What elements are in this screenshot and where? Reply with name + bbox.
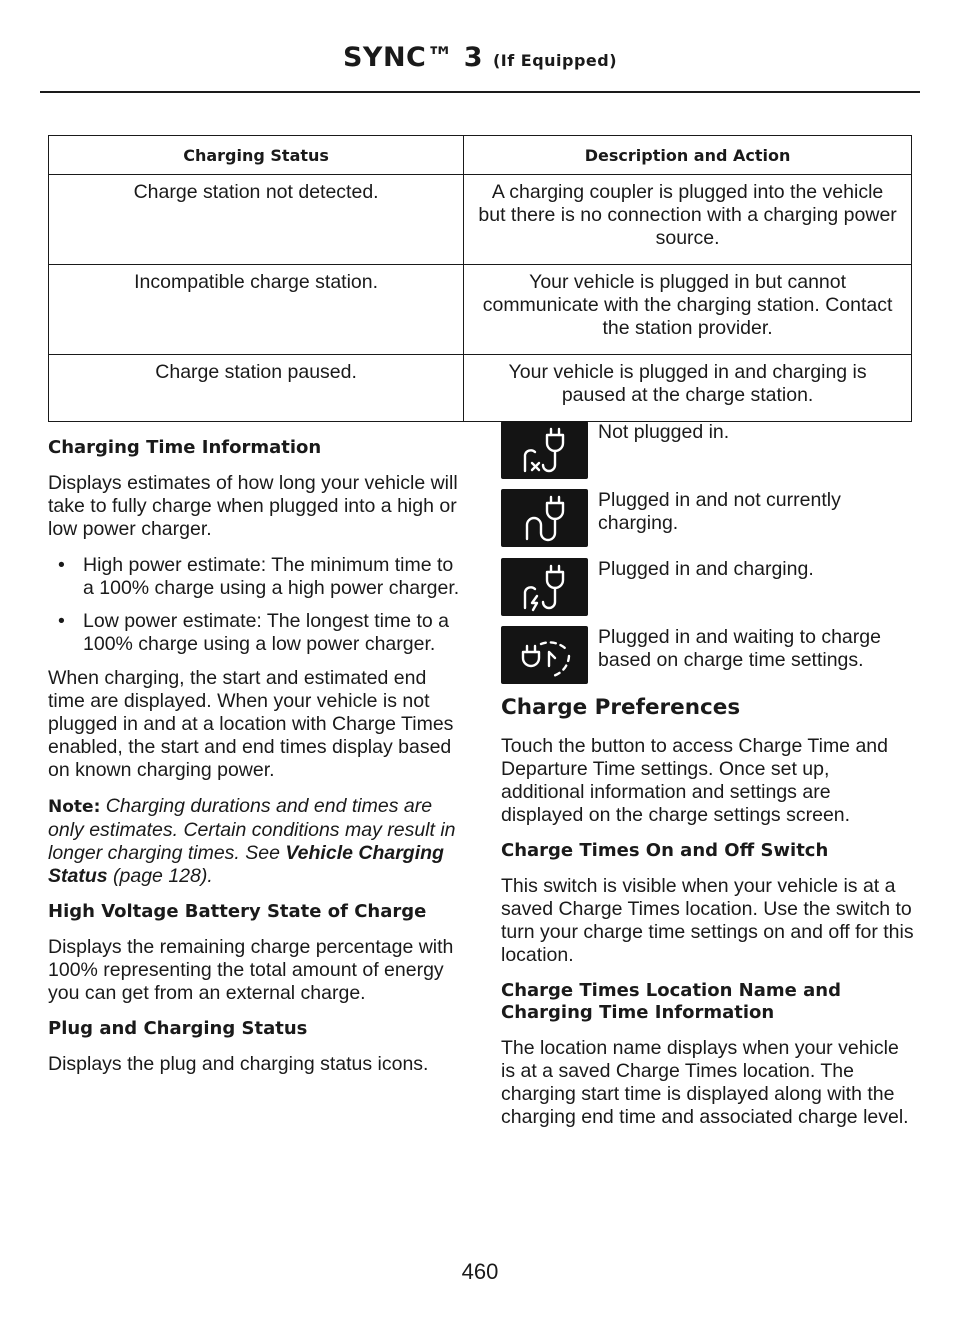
note-label: Note: xyxy=(48,797,101,817)
table-cell-status: Charge station paused. xyxy=(49,355,464,422)
charge-preferences-heading: Charge Preferences xyxy=(501,695,741,720)
header-subtitle: (If Equipped) xyxy=(492,51,618,70)
hv-battery-heading: High Voltage Battery State of Charge xyxy=(48,901,427,922)
table-cell-status: Charge station not detected. xyxy=(49,175,464,265)
plug-waiting-icon xyxy=(501,626,588,684)
list-item xyxy=(48,610,463,656)
bullet-icon: • xyxy=(58,610,65,632)
location-text: The location name displays when your vehicle is at a saved Charge Times location. The charging start time is displayed along with the charging end time and associated charge level. xyxy=(501,1037,909,1128)
plug-charging-icon xyxy=(501,558,588,616)
list-item-text: High power estimate: The minimum time to a 100% charge using a high power charger. xyxy=(83,554,460,599)
page-header xyxy=(0,42,960,73)
plug-status-text: Displays the plug and charging status icons. xyxy=(48,1053,429,1075)
table-row xyxy=(49,265,912,355)
table-row xyxy=(49,175,912,265)
icon-label: Plugged in and charging. xyxy=(598,558,814,580)
charging-time-intro: Displays estimates of how long your vehicle will take to fully charge when plugged into a high or low power charger. xyxy=(48,472,458,540)
note-paragraph xyxy=(48,795,463,888)
icon-label: Not plugged in. xyxy=(598,421,730,443)
note-page-ref: (page 128). xyxy=(113,865,213,887)
column-header-status: Charging Status xyxy=(49,136,464,175)
switch-heading: Charge Times On and Off Switch xyxy=(501,840,829,861)
plug-not-plugged-icon xyxy=(501,421,588,479)
icon-row-not-plugged xyxy=(501,421,917,479)
icon-label: Plugged in and not currently charging. xyxy=(598,489,841,534)
page-number: 460 xyxy=(461,1259,499,1284)
estimate-list xyxy=(48,554,463,656)
left-column xyxy=(48,437,463,1089)
icon-row-waiting xyxy=(501,626,917,684)
charging-time-heading: Charging Time Information xyxy=(48,437,322,458)
note-text: Charging durations and end times are only estimates. Certain conditions may result in longer charging times. See xyxy=(48,795,456,864)
table-header-row xyxy=(49,136,912,175)
icon-row-plugged xyxy=(501,489,917,547)
bullet-icon: • xyxy=(58,554,65,576)
table-cell-description: A charging coupler is plugged into the vehicle but there is no connection with a charging power source. xyxy=(464,175,912,265)
hv-battery-text: Displays the remaining charge percentage with 100% representing the total amount of energy you can get from an external charge. xyxy=(48,936,454,1004)
table-cell-description: Your vehicle is plugged in but cannot communicate with the charging station. Contact the station provider. xyxy=(464,265,912,355)
table-cell-description: Your vehicle is plugged in and charging is paused at the charge station. xyxy=(464,355,912,422)
plug-plugged-icon xyxy=(501,489,588,547)
table-row xyxy=(49,355,912,422)
vehicle-charging-status-link[interactable]: Vehicle Charging Status xyxy=(48,842,444,887)
charging-status-table xyxy=(48,135,912,422)
column-header-description: Description and Action xyxy=(464,136,912,175)
switch-text: This switch is visible when your vehicle is at a saved Charge Times location. Use the switch to turn your charge time settings on and off for this location. xyxy=(501,875,914,966)
table-cell-status: Incompatible charge station. xyxy=(49,265,464,355)
location-heading: Charge Times Location Name and Charging Time Information xyxy=(501,980,841,1023)
list-item-text: Low power estimate: The longest time to a 100% charge using a low power charger. xyxy=(83,610,449,655)
list-item xyxy=(48,554,463,600)
charge-preferences-text: Touch the button to access Charge Time and Departure Time settings. Once set up, additional information and settings are displayed on the charge settings screen. xyxy=(501,735,888,826)
right-column xyxy=(501,695,917,1142)
icon-row-charging xyxy=(501,558,917,616)
icon-label: Plugged in and waiting to charge based on charge time settings. xyxy=(598,626,881,671)
when-charging-paragraph: When charging, the start and estimated end time are displayed. When your vehicle is not plugged in and at a location with Charge Times enabled, the start and end times display based on known charging power. xyxy=(48,667,454,781)
header-title: SYNC™ 3 xyxy=(342,42,484,73)
plug-status-heading: Plug and Charging Status xyxy=(48,1018,308,1039)
header-divider xyxy=(40,91,920,93)
